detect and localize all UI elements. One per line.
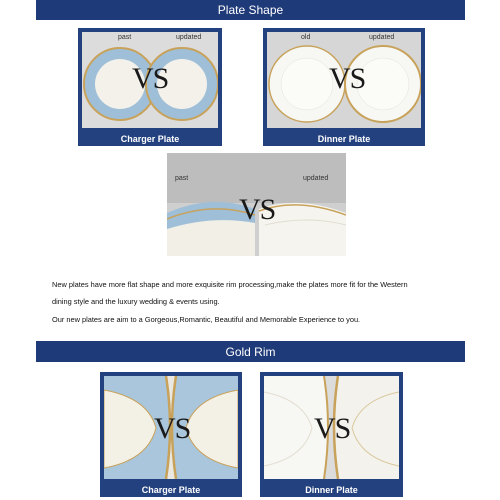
plate-shape-banner bbox=[36, 0, 465, 20]
charger-plate-caption: Charger Plate bbox=[120, 134, 180, 144]
gold-rim-dinner-panel bbox=[260, 372, 403, 497]
closeup-updated-label: updated bbox=[303, 175, 329, 182]
gold-rim-dinner-vs-text: VS bbox=[314, 412, 351, 445]
dinner-vs-text: VS bbox=[329, 62, 366, 95]
description-line-1: New plates have more flat shape and more exquisite rim processing,make the plates more fit for the Western bbox=[52, 280, 408, 289]
gold-rim-dinner-photo bbox=[264, 376, 399, 479]
gold-rim-charger-photo bbox=[104, 376, 238, 479]
gold-rim-charger-panel bbox=[100, 372, 242, 497]
closeup-past-label: past bbox=[175, 175, 189, 182]
charger-vs-text: VS bbox=[132, 62, 169, 95]
gold-rim-title: Gold Rim bbox=[225, 344, 276, 359]
dinner-old-label: old bbox=[301, 34, 311, 41]
description-line-3: Our new plates are aim to a Gorgeous,Romantic, Beautiful and Memorable Experience to you. bbox=[52, 315, 361, 324]
dinner-plate-caption: Dinner Plate bbox=[317, 134, 371, 144]
plate-shape-title: Plate Shape bbox=[217, 3, 284, 17]
dinner-updated-label: updated bbox=[369, 34, 395, 41]
charger-past-label: past bbox=[118, 34, 132, 41]
gold-rim-dinner-caption: Dinner Plate bbox=[305, 485, 358, 495]
plate-profile-closeup bbox=[167, 153, 346, 256]
gold-rim-charger-caption: Charger Plate bbox=[141, 485, 201, 495]
charger-plate-shape-panel bbox=[78, 28, 222, 146]
dinner-plate-shape-photo bbox=[267, 32, 421, 128]
charger-updated-label: updated bbox=[176, 34, 202, 41]
description-line-2: dining style and the luxury wedding & events using. bbox=[52, 297, 220, 306]
gold-rim-banner bbox=[36, 341, 465, 362]
gold-rim-charger-vs-text: VS bbox=[154, 412, 191, 445]
closeup-vs-text: VS bbox=[239, 193, 276, 226]
charger-plate-shape-photo bbox=[82, 32, 218, 128]
dinner-plate-shape-panel bbox=[263, 28, 425, 146]
